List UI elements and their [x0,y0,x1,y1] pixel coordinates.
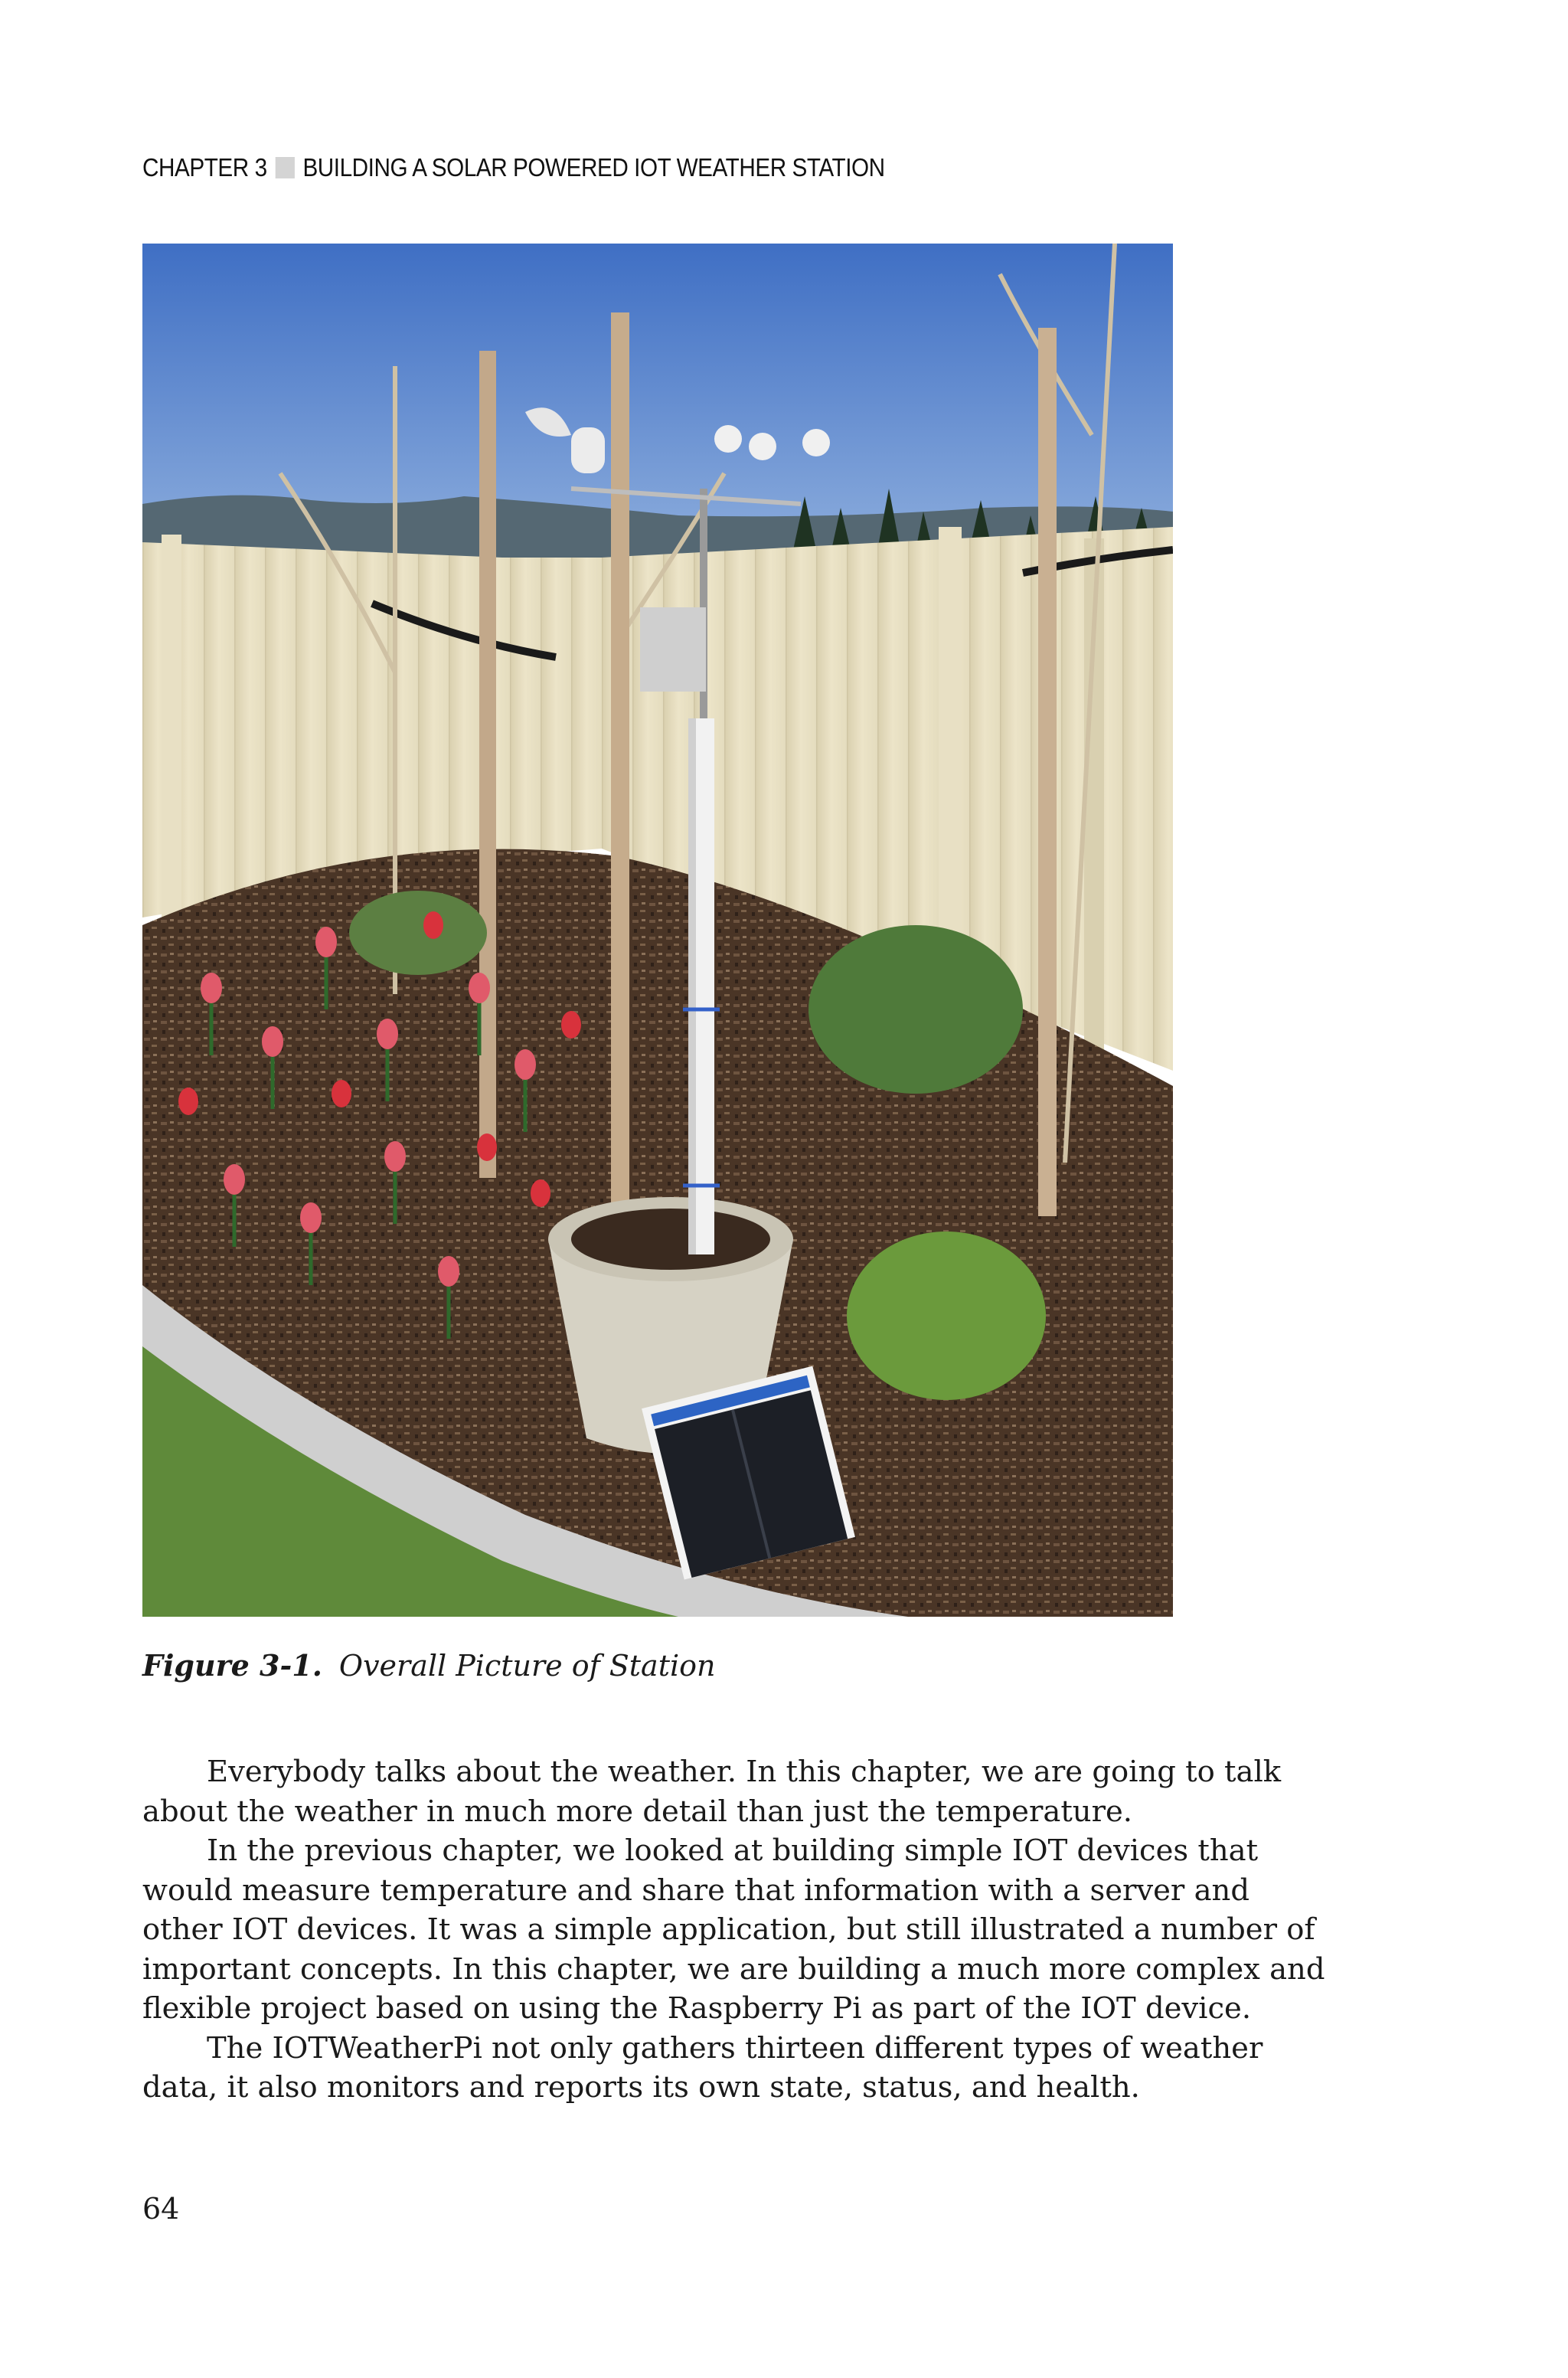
figure-caption-text: Overall Picture of Station [338,1649,716,1683]
running-header [142,153,885,182]
chapter-title: BUILDING A SOLAR POWERED IOT WEATHER STATION [302,153,885,182]
figure-label: Figure 3-1. [142,1648,322,1683]
paragraph: The IOTWeatherPi not only gathers thirteen different types of weather data, it also monitors and reports its own state, status, and health. [142,2030,1263,2105]
paragraph: In the previous chapter, we looked at building simple IOT devices that would measure temperature and share that information with a server and other IOT devices. It was a simple application, but still illustrated a number of important concepts. In this chapter, we are building a much more complex and flexible project based on using the Raspberry Pi as part of the IOT device. [142,1833,1325,2026]
figure-photo [142,244,1173,1617]
body-text [142,1752,1337,2108]
paragraph: Everybody talks about the weather. In this chapter, we are going to talk about the weather in much more detail than just the temperature. [142,1755,1282,1829]
header-separator [275,157,294,178]
page-number: 64 [142,2192,180,2226]
chapter-number: CHAPTER 3 [142,153,267,182]
figure-caption [142,1648,715,1683]
